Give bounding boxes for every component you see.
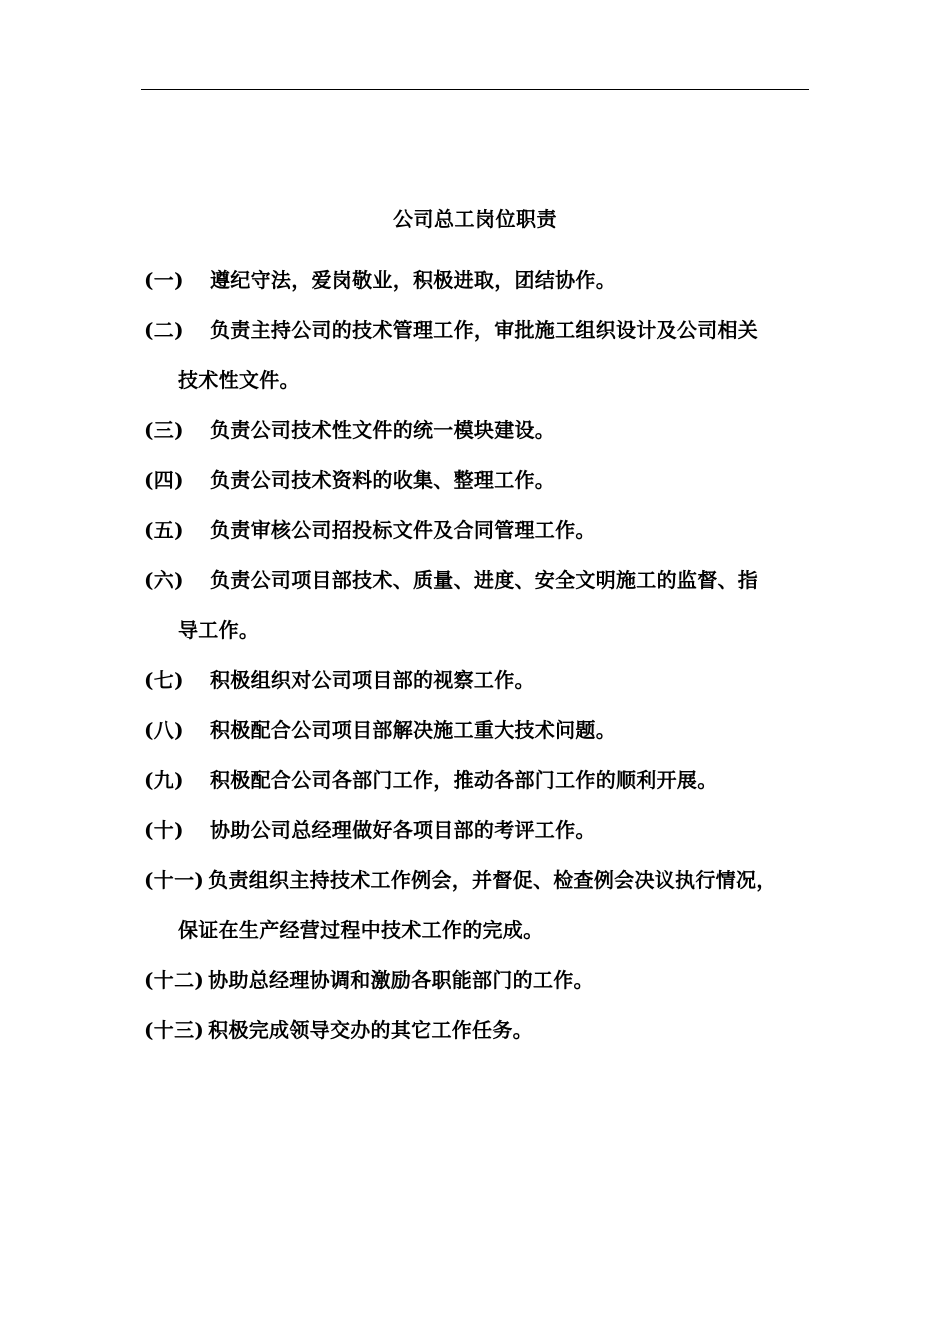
duty-number: (一) — [144, 268, 184, 292]
duty-item — [144, 855, 824, 955]
duty-line — [144, 955, 824, 1005]
duty-item — [144, 1005, 824, 1055]
duty-text: 协助总经理协调和激励各职能部门的工作。 — [208, 968, 594, 992]
duty-line — [144, 255, 824, 305]
duty-line — [144, 855, 824, 905]
duty-text-continuation: 保证在生产经营过程中技术工作的完成。 — [178, 918, 544, 942]
duty-line — [144, 455, 824, 505]
duty-text: 积极配合公司项目部解决施工重大技术问题。 — [210, 718, 616, 742]
duty-number: (九) — [144, 768, 184, 792]
duty-item — [144, 405, 824, 455]
duty-item — [144, 305, 824, 405]
duty-number: (十三) — [144, 1018, 205, 1042]
header-rule — [141, 89, 809, 90]
duty-line — [144, 755, 824, 805]
duty-line — [144, 305, 824, 355]
duty-number: (二) — [144, 318, 184, 342]
duty-line — [144, 505, 824, 555]
duty-line — [144, 1005, 824, 1055]
duty-item — [144, 655, 824, 705]
duty-number: (六) — [144, 568, 184, 592]
duty-item — [144, 705, 824, 755]
duty-number: (十) — [144, 818, 184, 842]
duty-text: 积极组织对公司项目部的视察工作。 — [210, 668, 535, 692]
duty-line — [144, 805, 824, 855]
duty-line — [144, 655, 824, 705]
duty-text: 负责审核公司招投标文件及合同管理工作。 — [210, 518, 596, 542]
duty-number: (四) — [144, 468, 184, 492]
duty-line — [144, 405, 824, 455]
duty-number: (八) — [144, 718, 184, 742]
duty-text: 协助公司总经理做好各项目部的考评工作。 — [210, 818, 596, 842]
duty-number: (五) — [144, 518, 184, 542]
duty-item — [144, 455, 824, 505]
duty-text: 负责公司技术资料的收集、整理工作。 — [210, 468, 556, 492]
duty-text: 积极配合公司各部门工作，推动各部门工作的顺利开展。 — [210, 768, 718, 792]
duty-number: (十一) — [144, 868, 205, 892]
duty-line — [144, 705, 824, 755]
duty-line — [144, 555, 824, 605]
duty-item — [144, 255, 824, 305]
duty-list — [144, 255, 824, 1055]
duty-text: 遵纪守法，爱岗敬业，积极进取，团结协作。 — [210, 268, 616, 292]
duty-text: 负责公司技术性文件的统一模块建设。 — [210, 418, 556, 442]
duty-number: (十二) — [144, 968, 205, 992]
duty-item — [144, 555, 824, 655]
duty-number: (三) — [144, 418, 184, 442]
duty-text: 积极完成领导交办的其它工作任务。 — [208, 1018, 533, 1042]
document-title: 公司总工岗位职责 — [393, 207, 557, 231]
duty-text-continuation: 导工作。 — [178, 618, 260, 642]
duty-item — [144, 805, 824, 855]
duty-item — [144, 955, 824, 1005]
duty-item — [144, 755, 824, 805]
duty-text-continuation: 技术性文件。 — [178, 368, 300, 392]
duty-item — [144, 505, 824, 555]
duty-text: 负责组织主持技术工作例会，并督促、检查例会决议执行情况， — [208, 868, 777, 892]
duty-text: 负责公司项目部技术、质量、进度、安全文明施工的监督、指 — [210, 568, 759, 592]
duty-number: (七) — [144, 668, 184, 692]
duty-text: 负责主持公司的技术管理工作，审批施工组织设计及公司相关 — [210, 318, 759, 342]
